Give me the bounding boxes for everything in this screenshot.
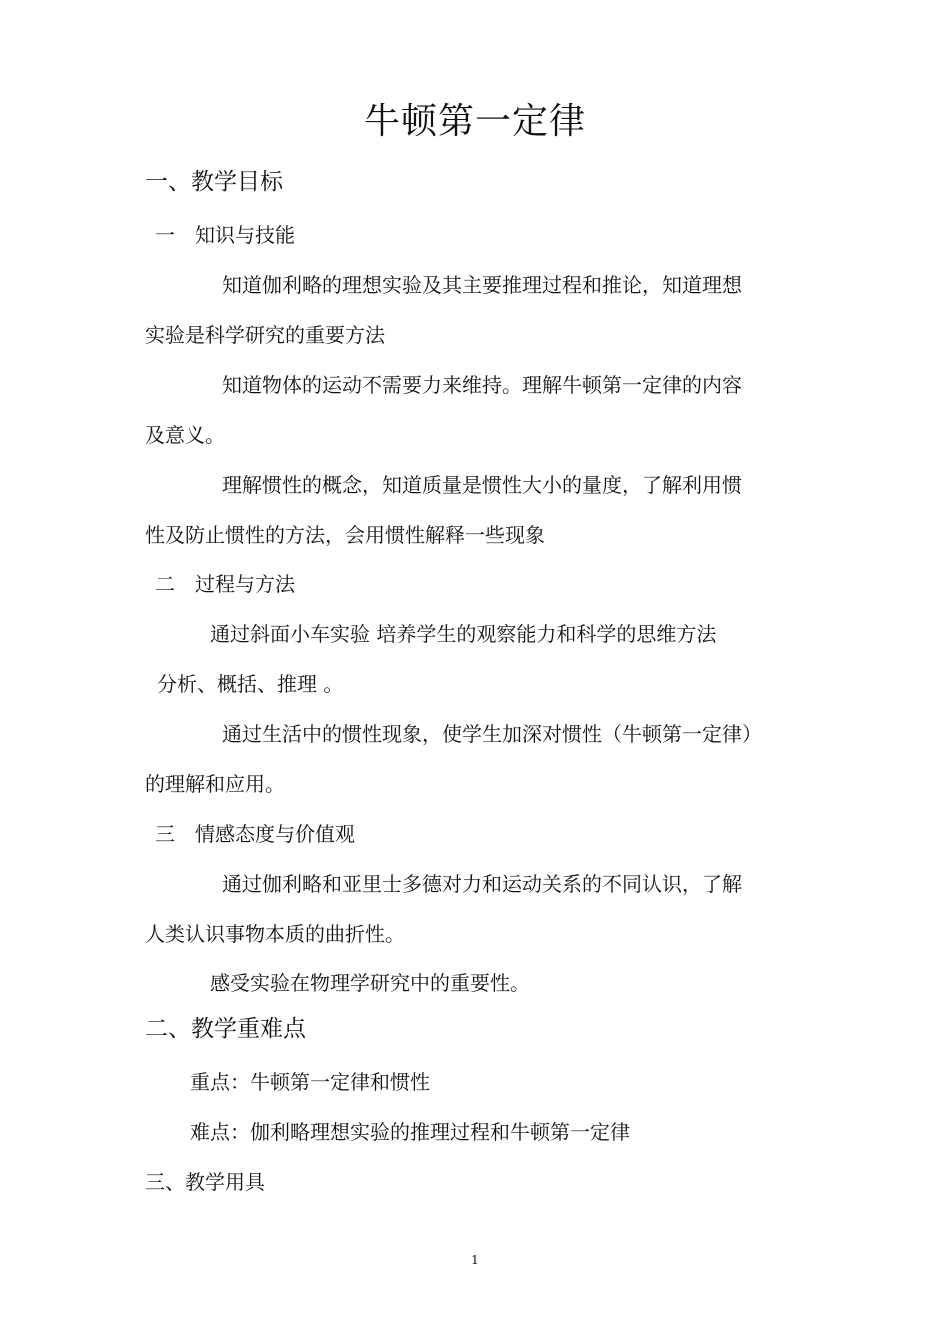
subheading-process-method: 二 过程与方法 [155, 572, 295, 596]
paragraph-line: 的理解和应用。 [145, 772, 285, 796]
paragraph-line: 理解惯性的概念，知道质量是惯性大小的量度，了解利用惯 [222, 473, 742, 497]
key-point: 重点：牛顿第一定律和惯性 [190, 1070, 430, 1094]
paragraph-line: 感受实验在物理学研究中的重要性。 [210, 971, 530, 995]
paragraph-line: 分析、概括、推理 。 [157, 672, 344, 696]
paragraph-line: 人类认识事物本质的曲折性。 [145, 922, 405, 946]
paragraph-line: 通过伽利略和亚里士多德对力和运动关系的不同认识，了解 [222, 872, 742, 896]
paragraph-line: 性及防止惯性的方法，会用惯性解释一些现象 [145, 523, 545, 547]
page-number: 1 [471, 1253, 479, 1267]
paragraph-line: 实验是科学研究的重要方法 [145, 323, 385, 347]
paragraph-line: 知道伽利略的理想实验及其主要推理过程和推论，知道理想 [222, 273, 742, 297]
subheading-emotion-values: 三 情感态度与价值观 [155, 822, 355, 846]
section-heading-tools: 三、教学用具 [145, 1170, 265, 1194]
section-heading-goals: 一、教学目标 [145, 169, 283, 195]
page-title: 牛顿第一定律 [363, 101, 586, 142]
paragraph-line: 通过斜面小车实验 培养学生的观察能力和科学的思维方法 [210, 622, 717, 646]
section-heading-key-points: 二、教学重难点 [145, 1016, 306, 1042]
paragraph-line: 及意义。 [145, 423, 225, 447]
paragraph-line: 知道物体的运动不需要力来维持。理解牛顿第一定律的内容 [222, 373, 742, 397]
difficult-point: 难点：伽利略理想实验的推理过程和牛顿第一定律 [190, 1120, 630, 1144]
subheading-knowledge-skills: 一 知识与技能 [155, 223, 295, 247]
paragraph-line: 通过生活中的惯性现象，使学生加深对惯性（牛顿第一定律） [222, 722, 762, 746]
